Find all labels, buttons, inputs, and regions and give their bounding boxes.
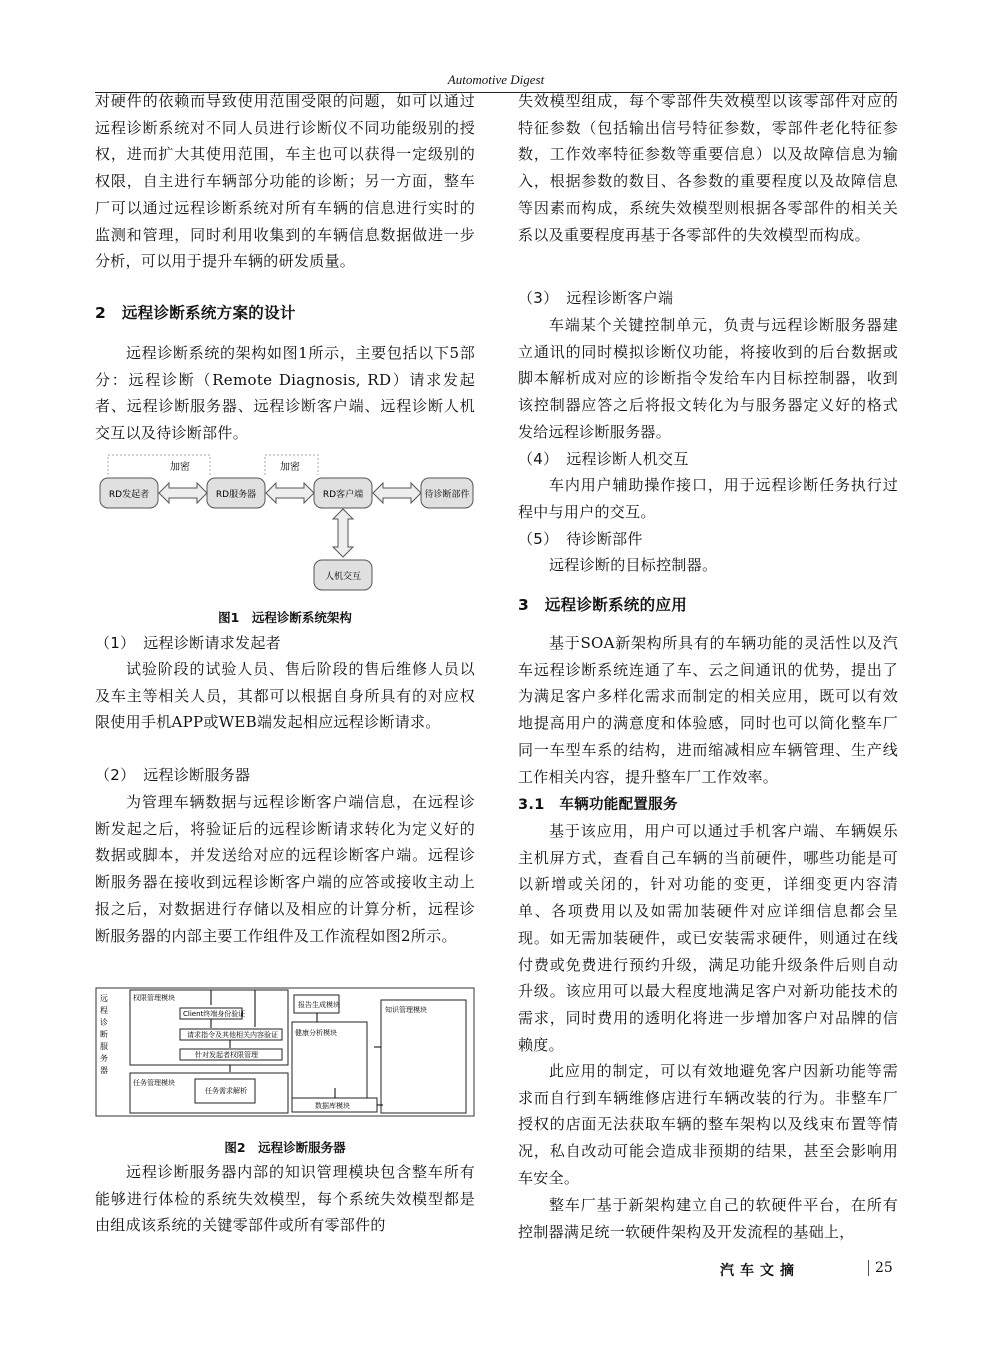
module-report: 报告生成模块 bbox=[298, 1001, 340, 1009]
label: 断 bbox=[100, 1030, 108, 1039]
label: 服 bbox=[100, 1042, 108, 1051]
section-heading: 3 远程诊断系统的应用 bbox=[518, 596, 688, 614]
subsection-heading: （3） 远程诊断客户端 bbox=[518, 289, 674, 307]
paragraph: 此应用的制定，可以有效地避免客户因新功能等需求而自行到车辆维修店进行车辆改装的行为。非整车厂授权的店面无法获取车辆的整车架构以及线束布置等情况，私自改动可能会造成非预期的结果，甚至会影响用车安全。 bbox=[518, 1062, 898, 1187]
subsection-heading: （1） 远程诊断请求发起者 bbox=[95, 634, 281, 652]
figure-1-diagram bbox=[95, 450, 480, 600]
node-target-part: 待诊断部件 bbox=[424, 490, 470, 500]
node-hmi: 人机交互 bbox=[324, 572, 362, 582]
label: 诊 bbox=[100, 1018, 108, 1027]
module-auth: 权限管理模块 bbox=[133, 994, 175, 1002]
subsection-heading: 3.1 车辆功能配置服务 bbox=[518, 797, 678, 813]
paragraph: 远程诊断服务器内部的知识管理模块包含整车所有能够进行体检的系统失效模型，每个系统失效模型都是由组成该系统的关键零部件或所有零部件的 bbox=[95, 1163, 475, 1235]
module-task: 任务管理模块 bbox=[133, 1079, 175, 1087]
paragraph: 远程诊断的目标控制器。 bbox=[549, 556, 718, 574]
figure-caption: 图2 远程诊断服务器 bbox=[224, 1140, 346, 1155]
module-health: 健康分析模块 bbox=[295, 1029, 337, 1037]
page-number: 25 bbox=[868, 1260, 893, 1276]
subsection-heading: （2） 远程诊断服务器 bbox=[95, 766, 251, 784]
label: 程 bbox=[100, 1006, 108, 1015]
label: 器 bbox=[100, 1066, 108, 1075]
encrypt-label: 加密 bbox=[170, 462, 190, 473]
footer-journal: 汽车文摘 bbox=[720, 1263, 800, 1279]
step-task-parse: 任务需求解析 bbox=[205, 1087, 247, 1095]
label: 远 bbox=[100, 994, 108, 1003]
paragraph: 试验阶段的试验人员、售后阶段的售后维修人员以及车主等相关人员，其都可以根据自身所具有的对应权限使用手机APP或WEB端发起相应远程诊断请求。 bbox=[95, 660, 475, 732]
module-knowledge: 知识管理模块 bbox=[385, 1006, 427, 1014]
section-heading: 2 远程诊断系统方案的设计 bbox=[95, 304, 296, 322]
paragraph: 对硬件的依赖而导致使用范围受限的问题，如可以通过远程诊断系统对不同人员进行诊断仪不同功能级别的授权，进而扩大其使用范围，车主也可以获得一定级别的权限，自主进行车辆部分功能的诊断；另一方面，整车厂可以通过远程诊断系统对所有车辆的信息进行实时的监测和管理，同时利用收集到的车辆信息数据做进一步分析，可以用于提升车辆的研发质量。 bbox=[95, 92, 475, 271]
paragraph: 整车厂基于新架构建立自己的软硬件平台，在所有控制器满足统一软硬件架构及开发流程的基础上， bbox=[518, 1196, 898, 1241]
figure-2-diagram bbox=[95, 985, 480, 1120]
paragraph: 远程诊断系统的架构如图1所示，主要包括以下5部分：远程诊断（Remote Diagnosis, RD）请求发起者、远程诊断服务器、远程诊断客户端、远程诊断人机交互以及待诊断部件。 bbox=[95, 344, 475, 443]
subsection-heading: （5） 待诊断部件 bbox=[518, 530, 643, 548]
paragraph: 基于SOA新架构所具有的车辆功能的灵活性以及汽车远程诊断系统连通了车、云之间通讯的优势，提出了为满足客户多样化需求而制定的相关应用，既可以有效地提高用户的满意度和体验感，同时也可以简化整车厂同一车型车系的结构，进而缩减相应车辆管理、生产线工作相关内容，提升整车厂工作效率。 bbox=[518, 634, 898, 786]
paragraph: 车端某个关键控制单元，负责与远程诊断服务器建立通讯的同时模拟诊断仪功能，将接收到的后台数据或脚本解析成对应的诊断指令发给车内目标控制器，收到该控制器应答之后将报文转化为与服务器定义好的格式发给远程诊断服务器。 bbox=[518, 316, 898, 441]
step-client-auth: Client终端身份验证 bbox=[183, 1010, 246, 1018]
module-database: 数据库模块 bbox=[315, 1102, 350, 1110]
step-permission: 针对发起者权限管理 bbox=[195, 1051, 258, 1059]
subsection-heading: （4） 远程诊断人机交互 bbox=[518, 450, 689, 468]
paragraph: 车内用户辅助操作接口，用于远程诊断任务执行过程中与用户的交互。 bbox=[518, 476, 898, 521]
figure-caption: 图1 远程诊断系统架构 bbox=[218, 610, 352, 625]
running-header: Automotive Digest bbox=[447, 72, 545, 87]
encrypt-label: 加密 bbox=[280, 462, 300, 473]
paragraph: 为管理车辆数据与远程诊断客户端信息，在远程诊断发起之后，将验证后的远程诊断请求转化为定义好的数据或脚本，并发送给对应的远程诊断客户端。远程诊断服务器在接收到远程诊断客户端的应答或接收主动上报之后，对数据进行存储以及相应的计算分析，远程诊断服务器的内部主要工作组件及工作流程如图2所示。 bbox=[95, 793, 475, 945]
label: 务 bbox=[100, 1054, 108, 1063]
paragraph: 基于该应用，用户可以通过手机客户端、车辆娱乐主机屏方式，查看自己车辆的当前硬件，哪些功能是可以新增或关闭的，针对功能的变更，详细变更内容清单、各项费用以及如需加装硬件对应详细信息都会呈现。如无需加装硬件，或已安装需求硬件，则通过在线付费或免费进行预约升级，满足功能升级条件后则自动升级。该应用可以最大程度地满足客户对新功能技术的需求，同时费用的透明化将进一步增加客户对品牌的信赖度。 bbox=[518, 822, 898, 1054]
paragraph: 失效模型组成，每个零部件失效模型以该零部件对应的特征参数（包括输出信号特征参数，零部件老化特征参数，工作效率特征参数等重要信息）以及故障信息为输入，根据参数的数目、各参数的重要程度以及故障信息等因素而构成，系统失效模型则根据各零部件的相关关系以及重要程度再基于各零部件的失效模型而构成。 bbox=[518, 92, 898, 244]
node-rd-initiator: RD发起者 bbox=[108, 490, 150, 500]
node-rd-server: RD服务器 bbox=[215, 490, 257, 500]
step-request-verify: 请求指令及其他相关内容验证 bbox=[187, 1031, 278, 1039]
node-rd-client: RD客户端 bbox=[322, 490, 364, 500]
